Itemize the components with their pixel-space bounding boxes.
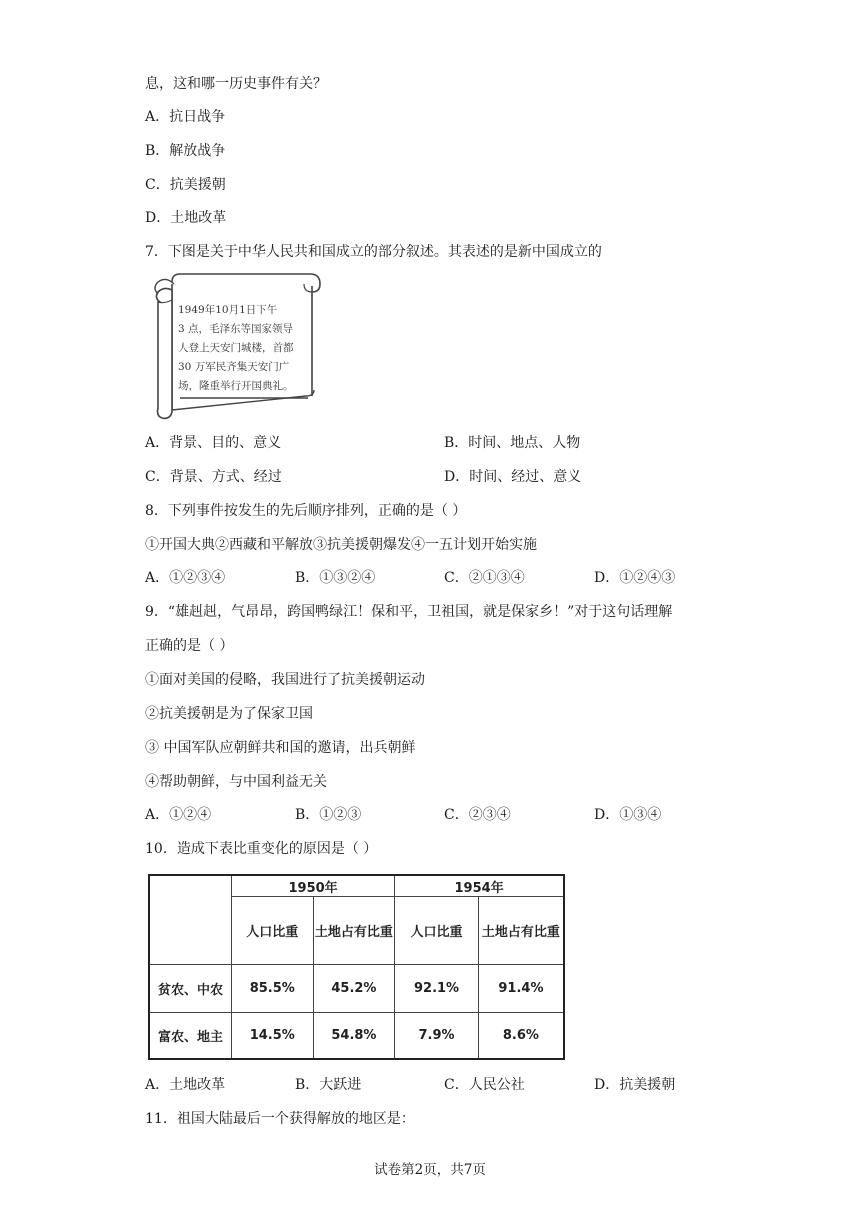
column-header: 人口比重 bbox=[231, 897, 313, 965]
table-cell: 45.2% bbox=[313, 965, 395, 1013]
q7-option-d: D．时间、经过、意义 bbox=[444, 469, 582, 485]
q8-option-d: D．①②④③ bbox=[594, 570, 676, 586]
q8-items: ①开国大典②西藏和平解放③抗美援朝爆发④一五计划开始实施 bbox=[145, 537, 537, 553]
column-header: 土地占有比重 bbox=[313, 897, 395, 965]
q9-item-1: ①面对美国的侵略，我国进行了抗美援朝运动 bbox=[145, 672, 425, 688]
q8-option-b: B．①③②④ bbox=[295, 570, 376, 586]
q10-option-d: D．抗美援朝 bbox=[594, 1077, 676, 1093]
land-reform-table bbox=[148, 874, 565, 1060]
q11-stem: 11．祖国大陆最后一个获得解放的地区是： bbox=[145, 1111, 415, 1127]
q9-stem-line2: 正确的是（ ） bbox=[145, 638, 234, 654]
table-cell: 7.9% bbox=[395, 1013, 479, 1059]
year-header: 1954年 bbox=[395, 875, 564, 897]
q7-option-c: C．背景、方式、经过 bbox=[145, 469, 282, 485]
table-cell: 54.8% bbox=[313, 1013, 395, 1059]
q6-option-c: C．抗美援朝 bbox=[145, 177, 226, 193]
q7-stem: 7．下图是关于中华人民共和国成立的部分叙述。其表述的是新中国成立的 bbox=[145, 244, 602, 260]
q7-option-a: A．背景、目的、意义 bbox=[145, 435, 282, 451]
q7-option-b: B．时间、地点、人物 bbox=[444, 435, 581, 451]
q6-option-d: D．土地改革 bbox=[145, 210, 227, 226]
table-cell: 92.1% bbox=[395, 965, 479, 1013]
table-row bbox=[149, 1013, 564, 1059]
q10-option-a: A．土地改革 bbox=[145, 1077, 226, 1093]
q10-stem: 10．造成下表比重变化的原因是（ ） bbox=[145, 841, 378, 857]
q9-item-3: ③ 中国军队应朝鲜共和国的邀请，出兵朝鲜 bbox=[145, 740, 416, 756]
row-label: 富农、地主 bbox=[149, 1013, 231, 1059]
q8-option-c: C．②①③④ bbox=[444, 570, 525, 586]
year-header: 1950年 bbox=[231, 875, 394, 897]
table-cell: 91.4% bbox=[478, 965, 564, 1013]
column-header: 土地占有比重 bbox=[478, 897, 564, 965]
q8-option-a: A．①②③④ bbox=[145, 570, 226, 586]
scroll-line: 人登上天安门城楼，首都 bbox=[178, 342, 294, 354]
q8-stem: 8．下列事件按发生的先后顺序排列，正确的是（ ） bbox=[145, 503, 467, 519]
q10-option-b: B．大跃进 bbox=[295, 1077, 362, 1093]
q10-option-c: C．人民公社 bbox=[444, 1077, 525, 1093]
table-row bbox=[149, 965, 564, 1013]
q9-option-d: D．①③④ bbox=[594, 807, 662, 823]
scroll-line: 30 万军民齐集天安门广 bbox=[178, 361, 290, 373]
column-header: 人口比重 bbox=[395, 897, 479, 965]
scroll-line: 1949年10月1日下午 bbox=[178, 304, 278, 316]
table-cell: 85.5% bbox=[231, 965, 313, 1013]
q9-option-a: A．①②④ bbox=[145, 807, 212, 823]
table-cell: 14.5% bbox=[231, 1013, 313, 1059]
scroll-line: 场，隆重举行开国典礼。 bbox=[178, 380, 294, 392]
table-cell: 8.6% bbox=[478, 1013, 564, 1059]
page-footer: 试卷第2页，共7页 bbox=[374, 1162, 486, 1178]
q6-stem-continuation: 息，这和哪一历史事件有关？ bbox=[145, 76, 327, 92]
row-label: 贫农、中农 bbox=[149, 965, 231, 1013]
q9-option-b: B．①②③ bbox=[295, 807, 362, 823]
q9-item-4: ④帮助朝鲜，与中国利益无关 bbox=[145, 774, 327, 790]
q9-option-c: C．②③④ bbox=[444, 807, 511, 823]
scroll-line: 3 点，毛泽东等国家领导 bbox=[178, 323, 294, 335]
q6-option-a: A．抗日战争 bbox=[145, 109, 226, 125]
q9-stem-line1: 9．“雄赳赳，气昂昂，跨国鸭绿江！保和平，卫祖国，就是保家乡！”对于这句话理解 bbox=[145, 604, 673, 620]
scroll-text bbox=[178, 301, 308, 396]
table-corner-cell bbox=[149, 875, 231, 965]
q9-item-2: ②抗美援朝是为了保家卫国 bbox=[145, 706, 313, 722]
q6-option-b: B．解放战争 bbox=[145, 143, 226, 159]
